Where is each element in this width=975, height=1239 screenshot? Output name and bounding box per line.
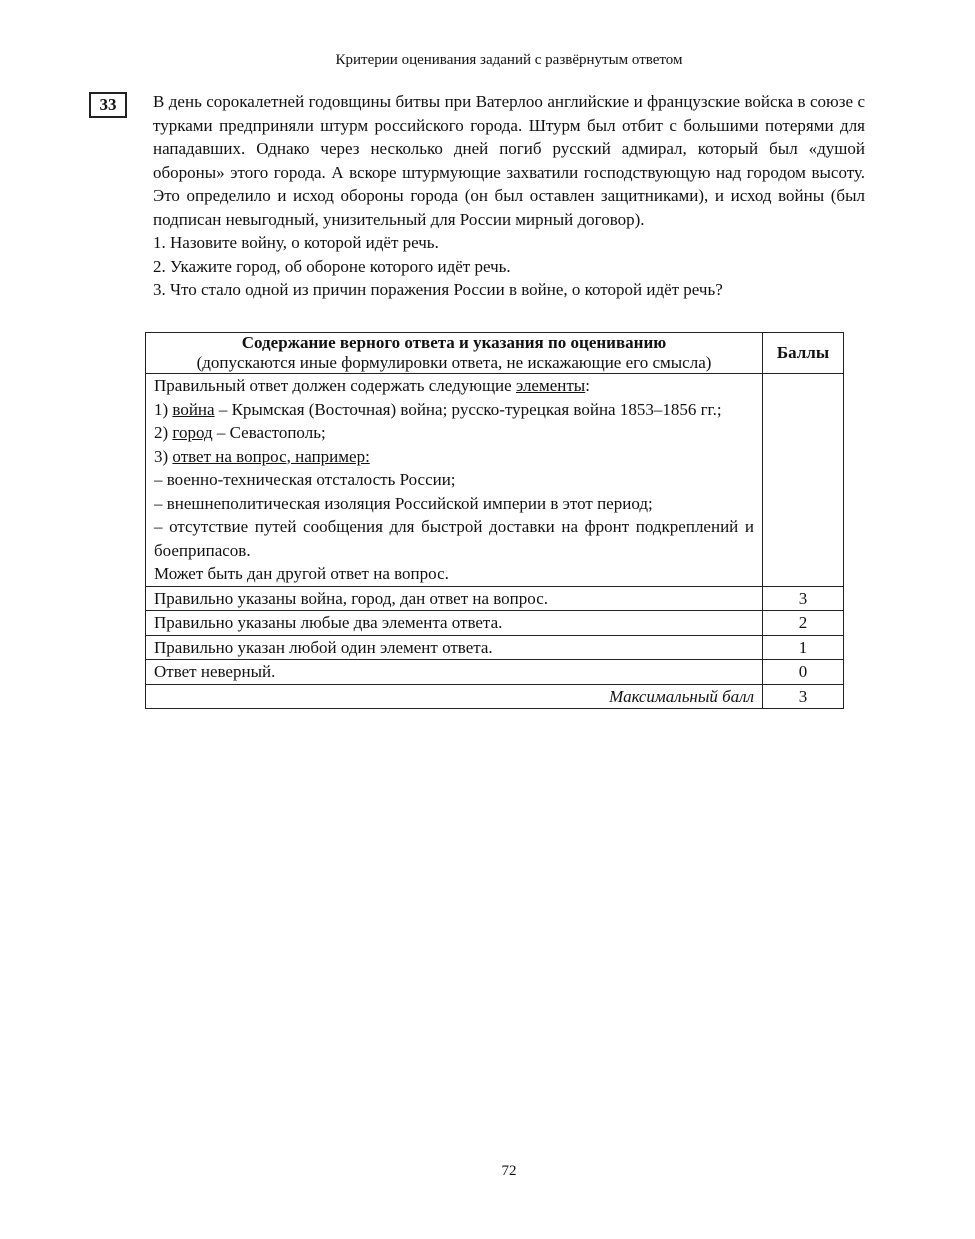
table-row [146, 611, 844, 636]
table-row [146, 586, 844, 611]
criterion-points: 0 [763, 660, 844, 685]
criteria-table [145, 332, 844, 709]
answer-intro: Правильный ответ должен содержать следующие элементы: [154, 376, 590, 395]
criterion-points: 3 [763, 586, 844, 611]
table-row [146, 660, 844, 685]
content-header-title: Содержание верного ответа и указания по оцениванию [241, 333, 667, 352]
answer-content [146, 374, 763, 587]
question-task-1: 1. Назовите войну, о которой идёт речь. [153, 233, 439, 252]
max-score-label: Максимальный балл [146, 684, 763, 709]
answer-item-war: 1) война – Крымская (Восточная) война; русско-турецкая война 1853–1856 гг.; [154, 399, 722, 419]
table-header-row [146, 333, 844, 374]
criterion-points: 2 [763, 611, 844, 636]
criterion-text: Правильно указан любой один элемент ответа. [146, 635, 763, 660]
question-number-box: 33 [89, 92, 127, 118]
question-text: В день сорокалетней годовщины битвы при Ватерлоо английские и французские войска в союзе с турками предприняли штурм российского города. Штурм был отбит с большими потерями для нападавших. Однако через несколько дней погиб русский адмирал, который был «душой обороны» этого города. А вскоре штурмующие захватили господствующую над городом высоту. Это определило и исход обороны города (он был оставлен защитниками), и исход войны (был подписан невыгодный, унизительный для России мирный договор). [153, 92, 865, 229]
answer-points-cell [763, 374, 844, 587]
reason-item: – отсутствие путей сообщения для быстрой доставки на фронт подкреплений и боеприпасов. [154, 517, 754, 560]
content-header [146, 333, 763, 374]
question-block [153, 90, 865, 302]
max-score-row [146, 684, 844, 709]
table-row [146, 635, 844, 660]
max-score-points: 3 [763, 684, 844, 709]
answer-note: Может быть дан другой ответ на вопрос. [154, 564, 449, 583]
question-task-2: 2. Укажите город, об обороне которого идёт речь. [153, 256, 511, 276]
content-header-note: (допускаются иные формулировки ответа, не искажающие его смысла) [196, 353, 712, 372]
reason-item: – военно-техническая отсталость России; [154, 470, 456, 489]
points-header: Баллы [763, 333, 844, 374]
reason-item: – внешнеполитическая изоляция Российской империи в этот период; [154, 493, 653, 513]
question-task-3: 3. Что стало одной из причин поражения России в войне, о которой идёт речь? [153, 280, 723, 299]
answer-item-reason: 3) ответ на вопрос, например: [154, 446, 370, 466]
criterion-text: Правильно указаны война, город, дан ответ на вопрос. [146, 586, 763, 611]
criterion-text: Ответ неверный. [146, 660, 763, 685]
criterion-text: Правильно указаны любые два элемента ответа. [146, 611, 763, 636]
answer-item-city: 2) город – Севастополь; [154, 423, 326, 442]
answer-row [146, 374, 844, 587]
criterion-points: 1 [763, 635, 844, 660]
page-header: Критерии оценивания заданий с развёрнутым ответом [335, 52, 683, 68]
page-number: 72 [501, 1163, 517, 1179]
